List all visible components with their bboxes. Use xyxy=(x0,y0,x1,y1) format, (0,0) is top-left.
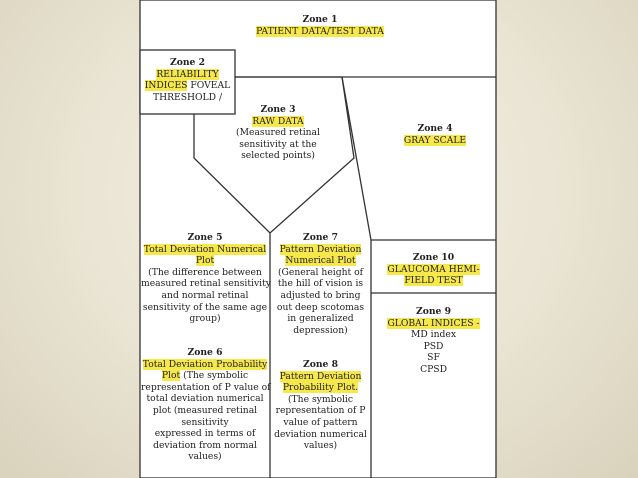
zone9-title: Zone 9 xyxy=(416,306,451,317)
zone6-desc-1: total deviation numerical xyxy=(146,393,264,405)
zone6-desc-5: deviation from normal xyxy=(153,439,257,451)
zone8-desc-2: value of pattern xyxy=(283,416,358,428)
zone2-text xyxy=(141,57,234,103)
zone7-label-0: Pattern Deviation xyxy=(279,243,362,255)
zone7-label-1: Numerical Plot xyxy=(285,255,356,267)
zone1-title: Zone 1 xyxy=(302,14,338,25)
zone10-title: Zone 10 xyxy=(412,252,455,263)
zone5-desc-1: measured retinal sensitivity xyxy=(141,278,271,290)
zone9-item-0: MD index xyxy=(410,329,457,341)
zone6-desc-first: (The symbolic xyxy=(180,370,249,382)
zone7-text xyxy=(271,232,370,336)
zone5-title: Zone 5 xyxy=(187,232,223,243)
zone8-text xyxy=(271,359,370,452)
zone9-label: GLOBAL INDICES - xyxy=(387,317,480,329)
zone2-title: Zone 2 xyxy=(170,57,205,68)
zone3-desc-1: sensitivity at the xyxy=(239,138,317,150)
zone9-item-2: SF xyxy=(427,352,440,364)
zone7-desc-2: adjusted to bring xyxy=(280,289,361,301)
zone10-text xyxy=(372,252,495,287)
zone2-label-2: INDICES xyxy=(144,80,188,92)
zone8-desc-0: (The symbolic xyxy=(287,393,354,405)
zone1-text xyxy=(240,14,400,37)
zone7-desc-4: in generalized xyxy=(287,313,354,325)
zone5-desc-2: and normal retinal xyxy=(161,289,249,301)
zone6-desc-2: plot (measured retinal xyxy=(152,404,258,416)
zone7-title: Zone 7 xyxy=(303,232,338,243)
zone8-desc-4: values) xyxy=(303,440,338,452)
zone7-desc-3: out deep scotomas xyxy=(276,301,365,313)
zone3-desc-0: (Measured retinal xyxy=(236,127,320,139)
zone5-desc-4: group) xyxy=(189,313,221,325)
zone8-label-0: Pattern Deviation xyxy=(279,370,362,382)
zone9-item-3: CPSD xyxy=(420,363,447,375)
zone5-label-1: Plot xyxy=(195,255,215,267)
zone6-desc-0: representation of P value of xyxy=(141,381,271,393)
zone7-desc-1: the hill of vision is xyxy=(277,278,364,290)
zone9-item-1: PSD xyxy=(423,340,444,352)
zone7-desc-0: (General height of xyxy=(277,266,364,278)
zone3-title: Zone 3 xyxy=(260,104,296,115)
zone8-desc-3: deviation numerical xyxy=(274,428,367,440)
zone4-title: Zone 4 xyxy=(417,123,453,134)
zone6-desc-4: expressed in terms of xyxy=(154,428,256,440)
zone5-label-0: Total Deviation Numerical xyxy=(143,243,267,255)
zone10-label-1: FIELD TEST xyxy=(404,275,463,287)
zone6-title: Zone 6 xyxy=(187,347,223,358)
zone2-label-1: RELIABILITY xyxy=(156,68,219,80)
zone5-desc-3: sensitivity of the same age xyxy=(142,301,268,313)
zone8-label-1: Probability Plot. xyxy=(282,382,359,394)
zone8-desc-1: representation of P xyxy=(275,405,366,417)
zone7-desc-5: depression) xyxy=(293,324,348,336)
zone3-text xyxy=(218,104,338,162)
zone6-label2: Plot xyxy=(161,370,181,382)
zone6-desc-6: values) xyxy=(188,451,222,463)
zone2-label-rest: FOVEAL xyxy=(187,80,231,92)
zone1-label: PATIENT DATA/TEST DATA xyxy=(256,25,384,37)
zone5-desc-0: (The difference between xyxy=(148,266,262,278)
zone6-label: Total Deviation Probability xyxy=(142,358,268,370)
zone9-text xyxy=(372,306,495,376)
zone8-title: Zone 8 xyxy=(303,359,338,370)
zone5-text xyxy=(141,232,269,325)
zone6-desc-3: sensitivity xyxy=(181,416,229,428)
zone4-label: GRAY SCALE xyxy=(403,134,467,146)
zone3-label: RAW DATA xyxy=(252,115,304,127)
zone2-line3: THRESHOLD / xyxy=(152,91,223,103)
zone10-label-0: GLAUCOMA HEMI- xyxy=(387,263,480,275)
zone4-text xyxy=(375,123,495,146)
zone6-text xyxy=(141,347,269,463)
zone3-desc-2: selected points) xyxy=(241,150,315,162)
